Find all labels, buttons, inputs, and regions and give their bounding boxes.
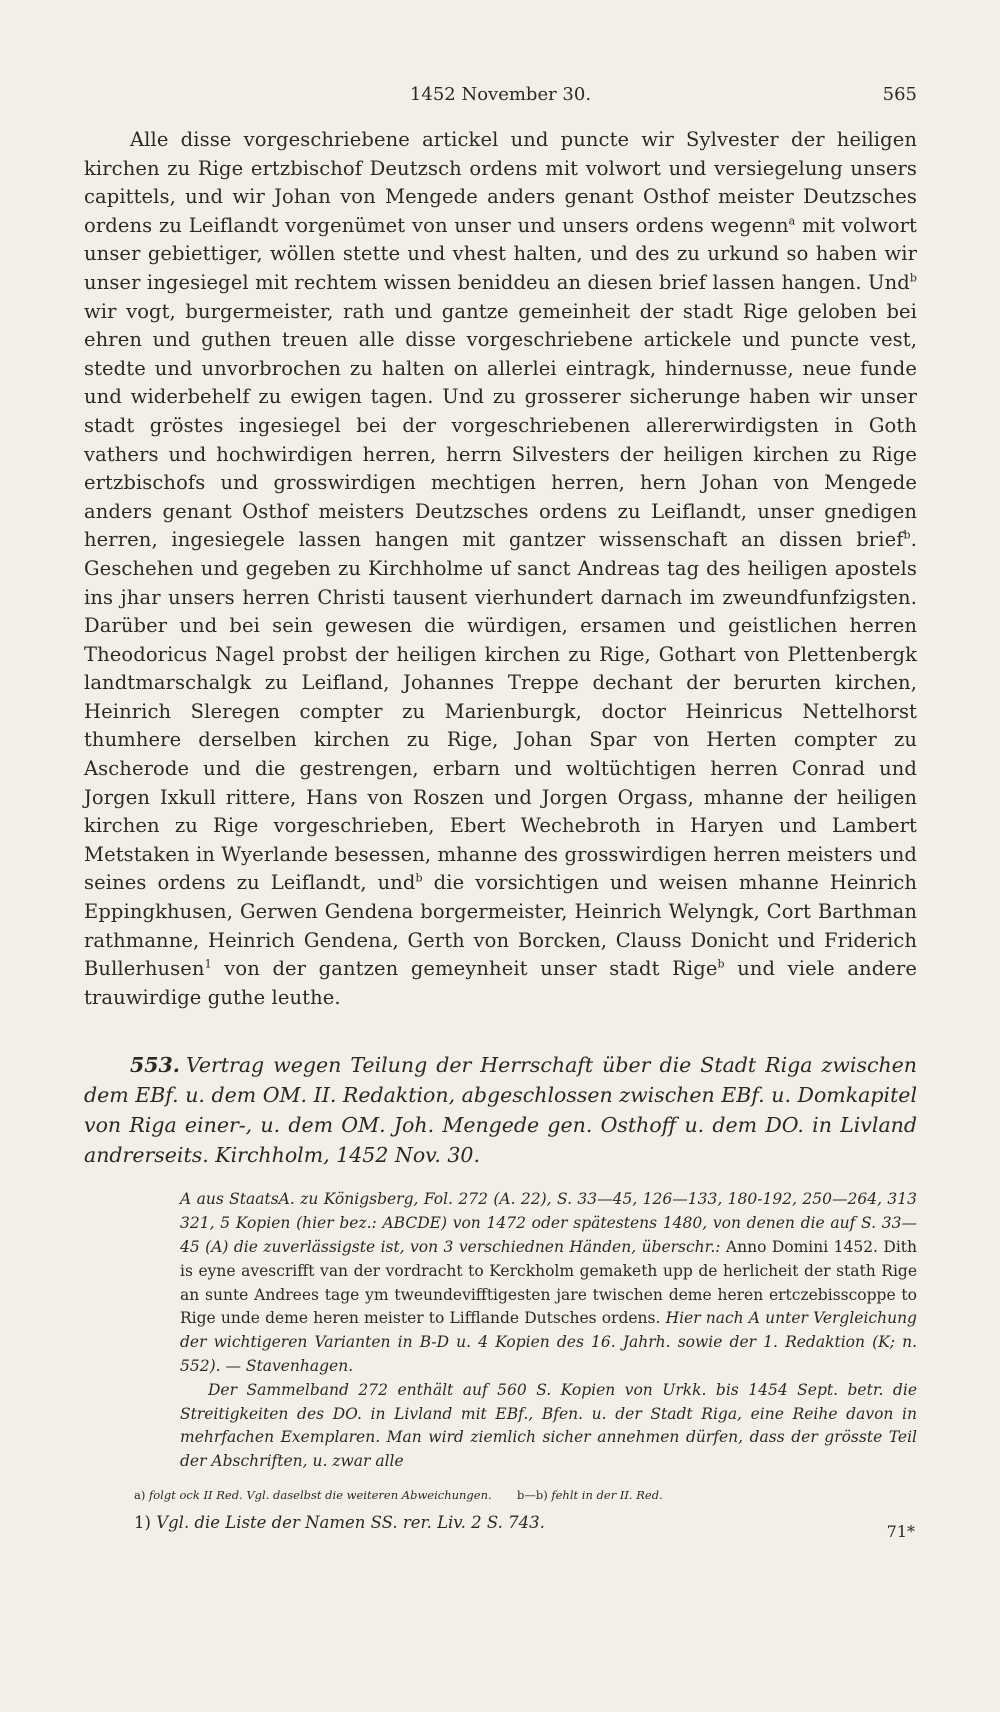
footnote-marker-b: b xyxy=(415,871,423,885)
main-text-part: die vorsichtigen und weisen mhanne Heinrich Eppingkhusen, Gerwen Gendena borgermeister, Heinrich Welyngk, Cort Barthman rathmanne, Heinrich Gendena, Gerth von Borcken, Clauss Donicht und Friderich Bullerhusen xyxy=(84,871,917,981)
main-text-part: wir vogt, burgermeister, rath und gantze gemeinheit der stadt Rige geloben bei ehren und guthen treuen alle disse vorgeschriebene artickele und puncte vest, stedte und unvorbrochen zu halten on allerlei eintragk, hindernusse, neue funde und widerbehelf zu ewigen tagen. Und zu grosserer sicherunge haben wir unser stadt gröstes ingesiegel bei der vorgeschriebenen allererwirdigsten in Goth vathers und hochwirdigen herren, herrn Silvesters der heiligen kirchen zu Rige ertzbischofs und grosswirdigen mechtigen herren, hern Johan von Mengede anders genant Osthof meisters Deutzsches ordens zu Leiflandt, unser gnedigen herren, ingesiegele lassen hangen mit gantzer wissenschaft an dissen brief xyxy=(84,299,917,552)
footnote-a-text: folgt ock II Red. Vgl. daselbst die weiteren Abweichungen. xyxy=(149,1487,492,1502)
main-text-part: von der gantzen gemeynheit unser stadt Rige xyxy=(211,957,718,981)
footnote-a-label: a) xyxy=(134,1487,146,1502)
main-text-part: Alle disse vorgeschriebene artickel und puncte wir Sylvester der heiligen kirchen zu Rige ertzbischof Deutzsch ordens mit volwort und versiegelung unsers capittels, und wir Johan von Mengede anders genant Osthof meister Deutzsches ordens zu Leiflandt vorgenümet von unser und unsers ordens wegenn xyxy=(84,128,917,237)
document-number: 553. xyxy=(130,1053,180,1078)
apparatus-paragraph xyxy=(180,1188,917,1378)
document-heading xyxy=(84,1050,917,1170)
footnote-1-text: Vgl. die Liste der Namen SS. rer. Liv. 2 S. 743. xyxy=(156,1512,545,1532)
footnote-marker-1: 1 xyxy=(204,957,212,971)
page xyxy=(84,78,917,1688)
apparatus-paragraph: Der Sammelband 272 enthält auf 560 S. Kopien von Urkk. bis 1454 Sept. betr. die Streitigkeiten des DO. in Livland mit EBf., Bfen. u. der Stadt Riga, eine Reihe davon in mehrfachen Exemplaren. Man wird ziemlich sicher annehmen dürfen, dass der grösste Teil der Abschriften, u. zwar alle xyxy=(180,1380,917,1471)
apparatus-source: A aus StaatsA. zu Königsberg, Fol. 272 (A. 22), S. 33—45, 126—133, 180-192, 250—264, 313 321, 5 Kopien (hier bez.: ABCDE) von 1472 oder spätestens 1480, von denen die auf S. 33—45 (A) die zuverlässigste ist, von 3 verschiednen Händen, überschr.: xyxy=(180,1190,917,1256)
numbered-footnote xyxy=(134,1510,917,1536)
footnote-marker-a: a xyxy=(788,214,796,228)
footnote-b-text: fehlt in der II. Red. xyxy=(551,1487,663,1502)
main-text-part: . Geschehen und gegeben zu Kirchholme uf sanct Andreas tag des heiligen apostels ins jhar unsers herren Christi tausent vierhundert darnach im zweundfunfzigsten. Darüber und bei sein gewesen die würdigen, ersamen und geistlichen herren Theodoricus Nagel probst der heiligen kirchen zu Rige, Gothart von Plettenbergk landtmarschalgk zu Leifland, Johannes Treppe dechant der berurten kirchen, Heinrich Sleregen compter zu Marienburgk, doctor Heinricus Nettelhorst thumhere derselben kirchen zu Rige, Johan Spar von Herten compter zu Ascherode und die gestrengen, erbarn und woltüchtigen herren Conrad und Jorgen Ixkull rittere, Hans von Roszen und Jorgen Orgass, mhanne der heiligen kirchen zu Rige vorgeschrieben, Ebert Wechebroth in Haryen und Lambert Metstaken in Wyerlande besessen, mhanne des grosswirdigen herren meisters und seines ordens zu Leiflandt, und xyxy=(84,528,917,895)
document-title: Vertrag wegen Teilung der Herrschaft über die Stadt Riga zwischen dem EBf. u. dem OM. II. Redaktion, abgeschlossen zwischen EBf. u. Domkapitel von Riga einer-, u. dem OM. Joh. Mengede gen. Osthoff u. dem DO. in Livland andrerseits. Kirchholm, 1452 Nov. 30. xyxy=(84,1053,917,1168)
main-text-paragraph xyxy=(84,126,917,1012)
running-title: 1452 November 30. xyxy=(409,84,592,105)
critical-apparatus xyxy=(180,1188,917,1474)
footnote-marker-b: b xyxy=(717,957,725,971)
footnote-1-label: 1) xyxy=(134,1512,151,1532)
letter-footnotes xyxy=(134,1486,917,1504)
page-number: 565 xyxy=(882,84,917,105)
apparatus-note: Hier nach A unter Vergleichung der wichtigeren Varianten in B-D u. 4 Kopien des 16. Jahrh. sowie der 1. Redaktion (K; n. 552). — Stavenhagen. xyxy=(180,1309,917,1375)
footnote-b-label: b—b) xyxy=(516,1487,548,1502)
footnote-marker-b: b xyxy=(909,271,917,285)
running-header xyxy=(84,78,917,108)
footnote-marker-b: b xyxy=(903,528,911,542)
main-text-part: mit volwort unser gebiettiger, wöllen stette und vhest halten, und des zu urkund so haben wir unser ingesiegel mit rechtem wissen beniddeu an diesen brief lassen hangen. Und xyxy=(84,213,917,294)
main-text-part: und viele andere trauwirdige guthe leuthe. xyxy=(84,957,917,1009)
apparatus-quotation: Anno Domini 1452. Dith is eyne avescrifft van der vordracht to Kerckholm gemaketh upp de herlicheit der stath Rige an sunte Andrees tage ym tweundevifftigesten jare twischen deme heren ertczebisscoppe to Rige unde deme heren meister to Lifflande Dutsches ordens. xyxy=(180,1238,917,1328)
printer-signature: 71* xyxy=(886,1522,915,1541)
